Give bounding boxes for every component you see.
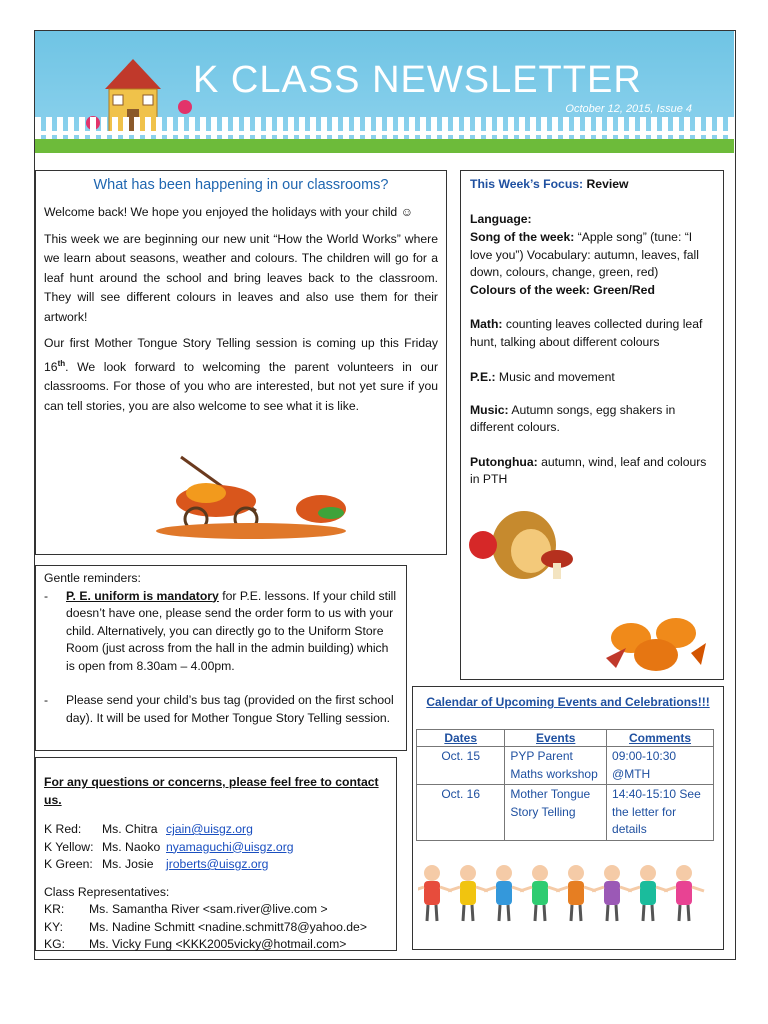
table-cell: Mother Tongue Story Telling: [505, 785, 607, 841]
teacher-email-link[interactable]: nyamaguchi@uisgz.org: [166, 839, 294, 854]
column-header: Events: [505, 730, 607, 747]
teacher-row: K Green: Ms. Josie jroberts@uisgz.org: [44, 857, 269, 871]
representatives-list: [44, 901, 388, 954]
calendar-heading: Calendar of Upcoming Events and Celebrations!!!: [426, 695, 710, 709]
representative-row: KG: Ms. Vicky Fung <KKK2005vicky@hotmail.com>: [44, 937, 347, 951]
table-cell: Oct. 15: [417, 747, 505, 785]
leaf-wagon-image: [146, 449, 356, 545]
calendar-section: [412, 686, 724, 950]
happening-section: [35, 170, 447, 555]
representative-row: KY: Ms. Nadine Schmitt <nadine.schmitt78@yahoo.de>: [44, 919, 367, 934]
table-cell: PYP Parent Maths workshop: [505, 747, 607, 785]
teacher-list: [44, 821, 388, 874]
teacher-row: K Yellow: Ms. Naoko nyamaguchi@uisgz.org: [44, 839, 294, 854]
newsletter-title: K CLASS NEWSLETTER: [193, 59, 642, 101]
children-holding-hands-image: [418, 859, 716, 927]
reminders-section: Gentle reminders: - P. E. uniform is mandatory for P.E. lessons. If your child still doesn’t have one, please send the order form to us with your child. Alternatively, you can directly go to the Uniform Store Room (just across from the hall in the admin building) which is open from 8.30am – 4.00pm. - Please send your child’s bus tag (provided on the first school day). It will be used for Mother Tongue Story Telling session.: [35, 565, 407, 751]
table-cell: 09:00-10:30 @MTH: [607, 747, 714, 785]
teacher-email-link[interactable]: jroberts@uisgz.org: [166, 857, 269, 871]
weekly-focus-section: This Week’s Focus: Review Language: Song of the week: “Apple song” (tune: “I love you”) Vocabulary: autumn, leaves, fall down, colours, change, green, red) Colours of the week: Green/Red Math: counting leaves collected during leaf hunt, talking about different colours P.E.: Music and movement Music: Autumn songs, egg shakers in different colours. Putonghua: autumn, wind, leaf and colours in PTH: [460, 170, 724, 680]
contact-section: For any questions or concerns, please feel free to contact us. K Red: Ms. Chitra cjain@uisgz.org K Yellow: Ms. Naoko nyamaguchi@uisgz.org K Green: Ms. Josie jroberts@uisgz.org Class Representatives: KR: Ms. Samantha River <sam.river@live.com > KY: Ms. Nadine Schmitt <nadine.schmitt78@yahoo.de> KG: Ms. Vicky Fung <KKK2005vicky@hotmail.com>: [35, 757, 397, 951]
happening-paragraph-2: This week we are beginning our new unit “How the World Works” where we learn about seasons, weather and colours. The children will go for a leaf hunt around the school and bring leaves back to the classroom. They will see different colours in leaves and also use them for their artwork!: [44, 231, 438, 324]
teacher-email-link[interactable]: cjain@uisgz.org: [166, 822, 253, 836]
teacher-row: K Red: Ms. Chitra cjain@uisgz.org: [44, 822, 253, 836]
table-cell: 14:40-15:10 See the letter for details: [607, 785, 714, 841]
table-row: [417, 747, 714, 785]
column-header: Comments: [607, 730, 714, 747]
happening-paragraph-3: Our first Mother Tongue Story Telling session is coming up this Friday 16th. We look forward to welcoming the parent volunteers in our classrooms. For those of you who are interested, but not yet sure if you can tell stories, you are also welcome to see what it is like.: [44, 336, 438, 413]
table-row: [417, 785, 714, 841]
representative-row: KR: Ms. Samantha River <sam.river@live.com >: [44, 902, 328, 916]
table-cell: Oct. 16: [417, 785, 505, 841]
issue-date: October 12, 2015, Issue 4: [565, 103, 692, 115]
column-header: Dates: [417, 730, 505, 747]
events-table: [416, 729, 714, 841]
happening-paragraph-1: Welcome back! We hope you enjoyed the holidays with your child ☺: [44, 205, 414, 219]
pumpkins-image: [601, 603, 709, 675]
hedgehog-apple-image: [469, 503, 581, 589]
happening-heading: What has been happening in our classrooms?: [93, 177, 389, 193]
